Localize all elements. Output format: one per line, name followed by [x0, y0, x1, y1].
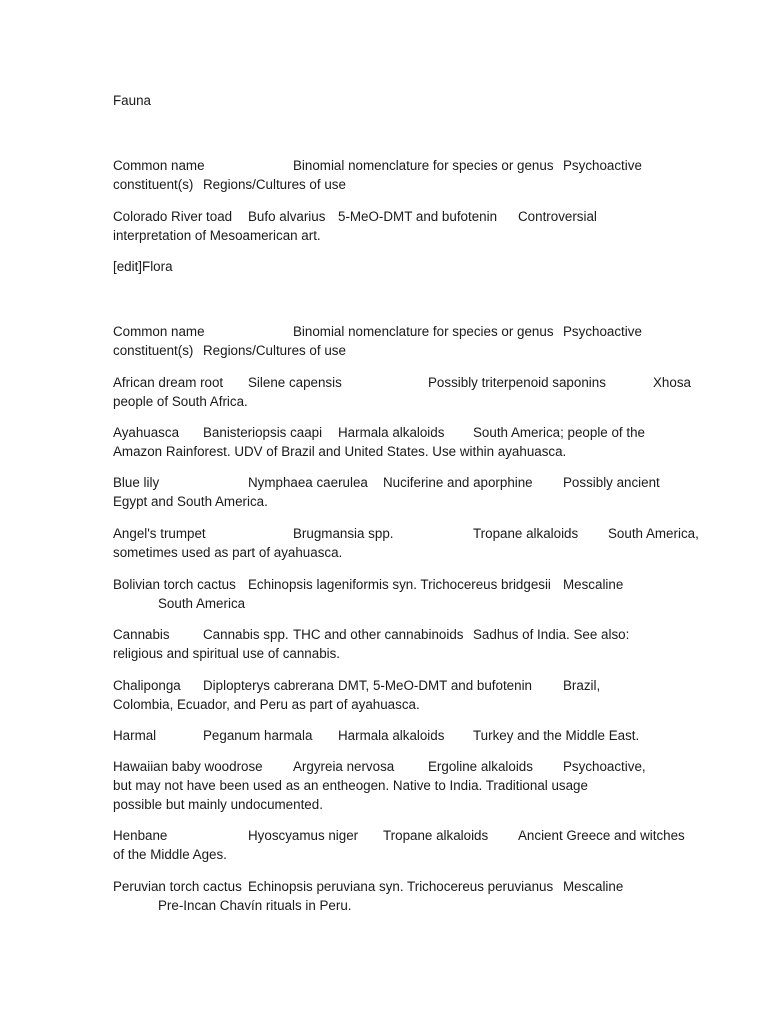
flora-row-hawaiian-line-2 — [113, 777, 588, 795]
fauna-row-toad-line-2 — [113, 227, 321, 245]
flora-header-line-1 — [113, 323, 642, 341]
fauna-header-line-1 — [113, 157, 642, 175]
flora-row-african-line-1 — [113, 374, 691, 392]
harmal-line-1-text: Harmal Peganum harmala Harmala alkaloids Turkey and the Middle East. — [113, 728, 640, 743]
cannabis-line-1-text: Cannabis Cannabis spp. THC and other cannabinoids Sadhus of India. See also: — [113, 627, 630, 642]
flora-row-hawaiian-line-1 — [113, 758, 646, 776]
flora-row-african-line-2 — [113, 393, 248, 411]
flora-row-cannabis-line-1 — [113, 626, 629, 644]
flora-header-line-2 — [113, 342, 346, 360]
fauna-heading-text: Fauna — [113, 93, 151, 108]
ayahuasca-line-2-text: Amazon Rainforest. UDV of Brazil and United States. Use within ayahuasca. — [113, 444, 567, 459]
fauna-header-line-2 — [113, 176, 346, 194]
ayahuasca-line-1-text: Ayahuasca Banisteriopsis caapi Harmala alkaloids South America; people of the — [113, 425, 645, 440]
flora-row-peruvian-line-1 — [113, 878, 623, 896]
flora-row-chaliponga-line-1 — [113, 677, 600, 695]
flora-row-cannabis-line-2 — [113, 645, 340, 663]
henbane-line-1-text: Henbane Hyoscyamus niger Tropane alkaloids Ancient Greece and witches — [113, 828, 685, 843]
flora-row-angels-line-2 — [113, 544, 342, 562]
flora-row-henbane-line-2 — [113, 846, 227, 864]
flora-row-peruvian-line-2 — [113, 897, 352, 915]
flora-row-bolivian-line-1 — [113, 576, 623, 594]
toad-line-1-text: Colorado River toad Bufo alvarius 5-MeO-DMT and bufotenin Controversial — [113, 209, 597, 224]
african-line-2-text: people of South Africa. — [113, 394, 248, 409]
flora-row-ayahuasca-line-2 — [113, 443, 566, 461]
flora-header-line-2-text: constituent(s) Regions/Cultures of use — [113, 343, 346, 358]
cannabis-line-2-text: religious and spiritual use of cannabis. — [113, 646, 341, 661]
angels-line-2-text: sometimes used as part of ayahuasca. — [113, 545, 343, 560]
fauna-heading — [113, 92, 151, 110]
chaliponga-line-2-text: Colombia, Ecuador, and Peru as part of ayahuasca. — [113, 697, 420, 712]
flora-row-harmal-line-1 — [113, 727, 639, 745]
hawaiian-line-2-text: but may not have been used as an entheogen. Native to India. Traditional usage — [113, 778, 588, 793]
bolivian-line-1-text: Bolivian torch cactus Echinopsis lageniformis syn. Trichocereus bridgesii Mescaline — [113, 577, 624, 592]
angels-line-1-text: Angel's trumpet Brugmansia spp. Tropane alkaloids South America, — [113, 526, 699, 541]
bluelily-line-2-text: Egypt and South America. — [113, 494, 268, 509]
flora-header-line-1-text: Common name Binomial nomenclature for species or genus Psychoactive — [113, 324, 642, 339]
peruvian-line-2-text: Pre-Incan Chavín rituals in Peru. — [113, 898, 352, 913]
bluelily-line-1-text: Blue lily Nymphaea caerulea Nuciferine and aporphine Possibly ancient — [113, 475, 660, 490]
peruvian-line-1-text: Peruvian torch cactus Echinopsis peruviana syn. Trichocereus peruvianus Mescaline — [113, 879, 624, 894]
flora-row-bluelily-line-2 — [113, 493, 268, 511]
fauna-header-line-2-text: constituent(s) Regions/Cultures of use — [113, 177, 346, 192]
toad-line-2-text: interpretation of Mesoamerican art. — [113, 228, 321, 243]
hawaiian-line-3-text: possible but mainly undocumented. — [113, 797, 323, 812]
henbane-line-2-text: of the Middle Ages. — [113, 847, 227, 862]
flora-row-angels-line-1 — [113, 525, 699, 543]
hawaiian-line-1-text: Hawaiian baby woodrose Argyreia nervosa Ergoline alkaloids Psychoactive, — [113, 759, 646, 774]
flora-heading — [113, 258, 173, 276]
fauna-header-line-1-text: Common name Binomial nomenclature for species or genus Psychoactive — [113, 158, 642, 173]
flora-row-chaliponga-line-2 — [113, 696, 420, 714]
flora-row-hawaiian-line-3 — [113, 796, 323, 814]
flora-row-bluelily-line-1 — [113, 474, 660, 492]
african-line-1-text: African dream root Silene capensis Possibly triterpenoid saponins Xhosa — [113, 375, 691, 390]
flora-row-ayahuasca-line-1 — [113, 424, 645, 442]
chaliponga-line-1-text: Chaliponga Diplopterys cabrerana DMT, 5-MeO-DMT and bufotenin Brazil, — [113, 678, 601, 693]
flora-row-henbane-line-1 — [113, 827, 685, 845]
fauna-row-toad-line-1 — [113, 208, 597, 226]
flora-heading-text: [edit]Flora — [113, 259, 173, 274]
bolivian-line-2-text: South America — [113, 596, 246, 611]
flora-row-bolivian-line-2 — [113, 595, 245, 613]
